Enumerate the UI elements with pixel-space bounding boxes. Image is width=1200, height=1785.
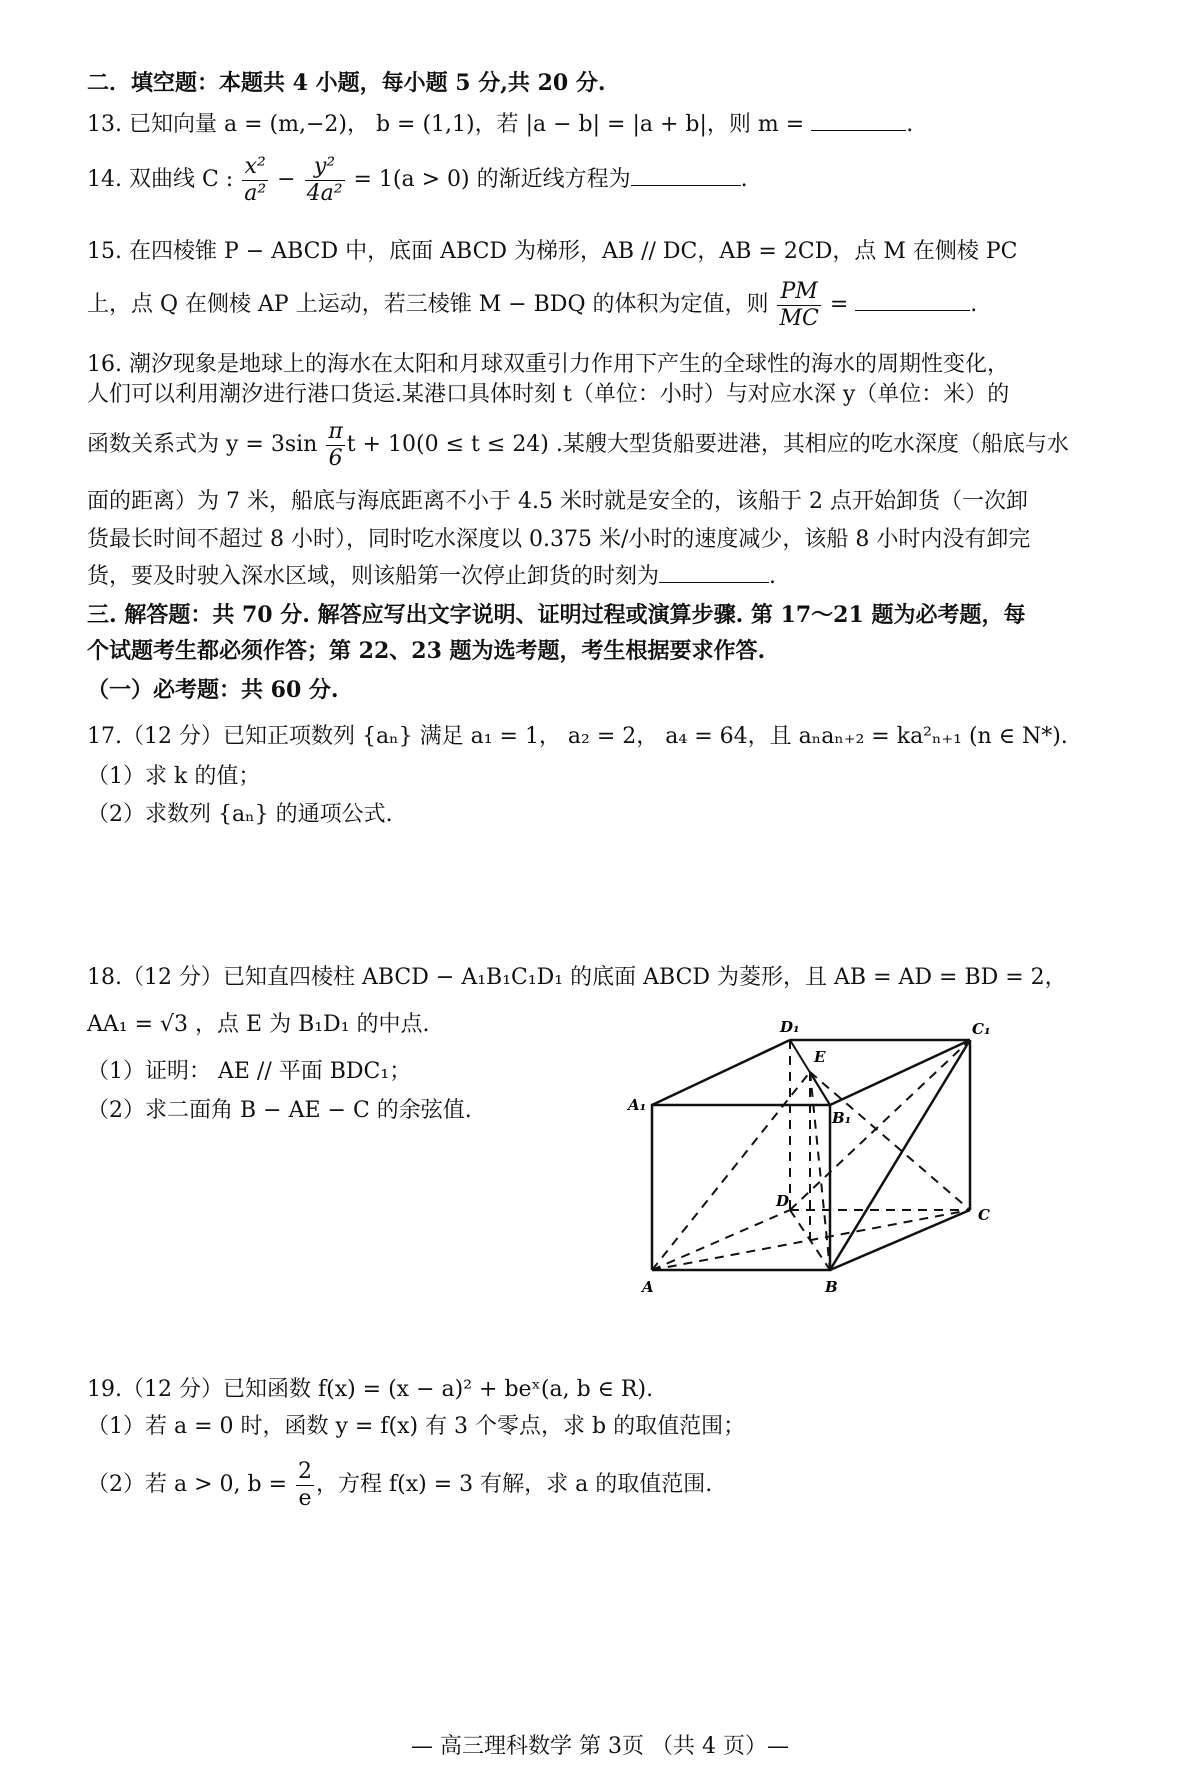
prism-front-face [652, 1105, 830, 1270]
edge-a-d [652, 1210, 790, 1270]
fraction-denominator: MC [779, 305, 819, 331]
question-13-blank [811, 110, 906, 131]
question-13-text: 13. 已知向量 a = (m,−2)， b = (1,1)，若 |a − b| = |a + b|，则 m = [87, 112, 812, 137]
question-17-part-1: （1）求 k 的值； [87, 764, 261, 789]
question-15-blank [855, 290, 970, 311]
question-14-fraction-y [305, 154, 345, 207]
question-16-line-3-prefix: 函数关系式为 y = 3sin [87, 432, 325, 457]
question-16-line-5: 货最长时间不超过 8 小时），同时吃水深度以 0.375 米/小时的速度减少，该船 8 小时内没有卸完 [87, 527, 1031, 552]
label-b1: B₁ [832, 1109, 852, 1127]
question-19-part-1: （1）若 a = 0 时，函数 y = f(x) 有 3 个零点，求 b 的取值范围； [87, 1414, 746, 1439]
question-18-stem-2: AA₁ = √3 ，点 E 为 B₁D₁ 的中点. [87, 1012, 430, 1037]
question-18-part-2: （2）求二面角 B − AE − C 的余弦值. [87, 1098, 472, 1123]
question-18-part-1: （1）证明： AE // 平面 BDC₁； [87, 1059, 412, 1084]
fraction-denominator: a² [244, 180, 267, 206]
question-15-fraction [777, 279, 820, 332]
fraction-denominator: 4a² [306, 180, 343, 206]
fraction-numerator: π [328, 418, 343, 444]
edge-b-c1 [830, 1040, 970, 1270]
segment-a-e [652, 1072, 810, 1270]
fraction-numerator: y² [313, 153, 336, 179]
question-16-line-6: 货，要及时驶入深水区域，则该船第一次停止卸货的时刻为 . [87, 564, 777, 589]
edge-a1-d1 [652, 1040, 790, 1105]
question-18-stem-1: 18.（12 分）已知直四棱柱 ABCD − A₁B₁C₁D₁ 的底面 ABCD 为菱形，且 AB = AD = BD = 2， [87, 965, 1067, 990]
label-a1: A₁ [628, 1096, 647, 1114]
question-16-line-3 [87, 415, 1105, 475]
question-13: 13. 已知向量 a = (m,−2)， b = (1,1)，若 |a − b| = |a + b|，则 m = . [87, 112, 914, 137]
question-19-stem: 19.（12 分）已知函数 f(x) = (x − a)² + beˣ(a, b ∈ R). [87, 1377, 654, 1402]
question-19-part-2-prefix: （2）若 a > 0, b = [87, 1472, 295, 1497]
question-19-part-2-suffix: ，方程 f(x) = 3 有解，求 a 的取值范围. [316, 1472, 713, 1497]
question-14-prefix: 14. 双曲线 C : [87, 167, 241, 192]
label-d: D [776, 1192, 790, 1210]
fraction-numerator: PM [780, 278, 818, 304]
page-footer: — 高三理科数学 第 3页 （共 4 页）— [411, 1734, 789, 1759]
label-e: E [814, 1048, 826, 1066]
question-15-line-1: 15. 在四棱锥 P − ABCD 中，底面 ABCD 为梯形，AB // DC，AB = 2CD，点 M 在侧棱 PC [87, 239, 1018, 264]
section-3-line-2: 个试题考生都必须作答；第 22、23 题为选考题，考生根据要求作答. [87, 638, 766, 664]
minus-sign: − [270, 167, 303, 192]
label-c1: C₁ [972, 1020, 991, 1038]
question-16-line-6-text: 货，要及时驶入深水区域，则该船第一次停止卸货的时刻为 [87, 564, 660, 589]
label-a: A [642, 1278, 654, 1296]
segment-e-c [810, 1072, 970, 1210]
question-16-line-4: 面的距离）为 7 米，船底与海底距离不小于 4.5 米时就是安全的，该船于 2 点开始卸货（一次卸 [87, 489, 1028, 514]
question-16-fraction [326, 419, 344, 472]
question-14-fraction-x [242, 154, 268, 207]
label-d1: D₁ [780, 1018, 800, 1036]
fraction-numerator: x² [244, 153, 266, 179]
section-3-sub-heading: （一）必考题：共 60 分. [87, 677, 339, 703]
fraction-denominator: 6 [326, 445, 344, 472]
question-19-fraction [296, 1459, 314, 1512]
question-15-line-2-suffix: = [822, 292, 856, 317]
question-14: 14. 双曲线 C : $\frac{\text{x²}}{\text{a²}}$ − $\frac{\text{y²}}{\text{4a²}}$ = 1(a > 0) 的渐近线方程为 . [87, 153, 748, 206]
question-15-line-2-prefix: 上，点 Q 在侧棱 AP 上运动，若三棱锥 M − BDQ 的体积为定值，则 [87, 292, 776, 317]
question-16-line-1: 16. 潮汐现象是地球上的海水在太阳和月球双重引力作用下产生的全球性的海水的周期性变化， [87, 352, 1009, 377]
section-2-heading: 二．填空题：本题共 4 小题，每小题 5 分,共 20 分. [87, 70, 606, 96]
fraction-denominator: e [296, 1485, 314, 1512]
question-16-line-3-suffix: t + 10(0 ≤ t ≤ 24) .某艘大型货船要进港，其相应的吃水深度（船底与水 [346, 432, 1069, 457]
question-17-part-2: （2）求数列 {aₙ} 的通项公式. [87, 802, 393, 827]
section-3-line-1: 三. 解答题：共 70 分. 解答应写出文字说明、证明过程或演算步骤. 第 17～21 题为必考题，每 [87, 602, 1026, 628]
question-17-stem: 17.（12 分）已知正项数列 {aₙ} 满足 a₁ = 1， a₂ = 2， a₄ = 64，且 aₙaₙ₊₂ = ka²ₙ₊₁ (n ∈ N*). [87, 724, 1068, 749]
label-c: C [978, 1206, 990, 1224]
segment-e-b1 [810, 1072, 830, 1105]
question-14-suffix: = 1(a > 0) 的渐近线方程为 [346, 167, 631, 192]
question-16-blank [659, 562, 769, 583]
fraction-numerator: 2 [298, 1458, 313, 1484]
label-b: B [825, 1278, 838, 1296]
question-15-line-2: 上，点 Q 在侧棱 AP 上运动，若三棱锥 M − BDQ 的体积为定值，则 $\frac{PM}{MC}$ = . [87, 278, 978, 331]
question-19-part-2 [87, 1455, 1105, 1515]
prism-figure [620, 1018, 1000, 1305]
question-14-blank [631, 165, 741, 186]
question-16-line-2: 人们可以利用潮汐进行港口货运.某港口具体时刻 t（单位：小时）与对应水深 y（单位：米）的 [87, 382, 1010, 407]
edge-b-c [830, 1210, 970, 1270]
